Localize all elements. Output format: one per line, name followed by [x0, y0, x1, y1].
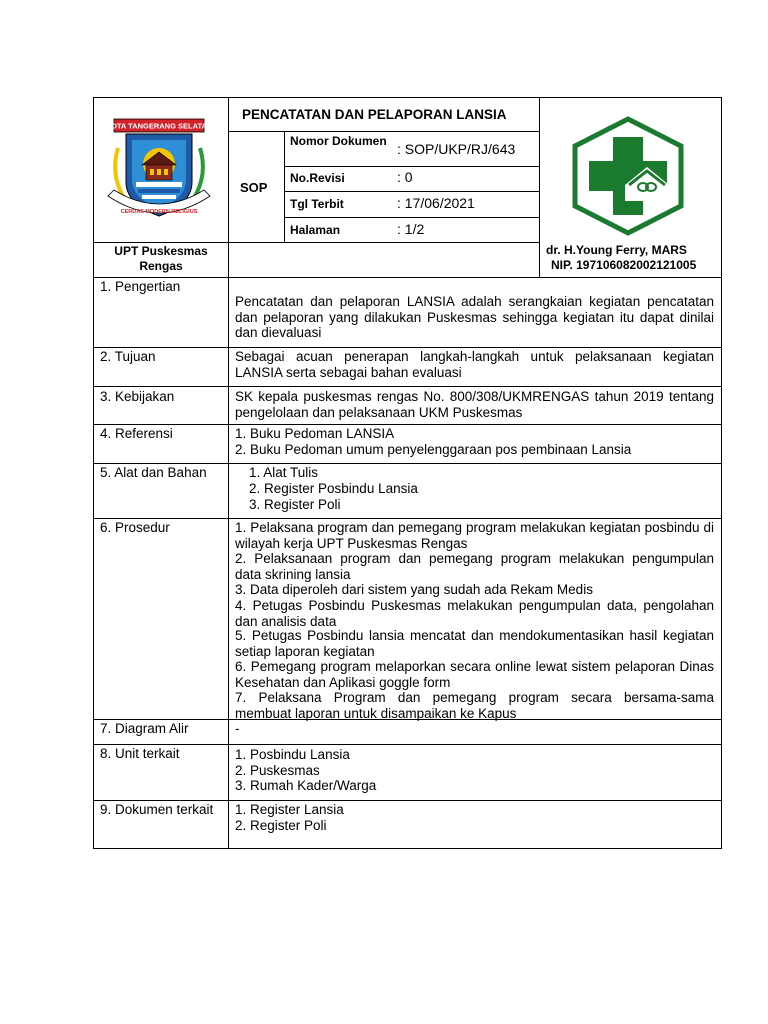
title-row-bottom [228, 131, 539, 132]
halaman-value: : 1/2 [397, 221, 425, 237]
nomor-dokumen-label: Nomor Dokumen [290, 134, 387, 148]
frame-top [93, 97, 722, 98]
frame-right [721, 97, 722, 849]
puskesmas-logo [567, 115, 689, 237]
row-line-2 [284, 191, 539, 192]
col-divider-right [539, 97, 540, 277]
section-text-tujuan: Sebagai acuan penerapan langkah-langkah untuk pelaksanaan kegiatan LANSIA serta sebagai bahan evaluasi [235, 349, 714, 380]
list-item-alat-1: 1. Alat Tulis [249, 465, 319, 480]
header-bottom [93, 277, 721, 278]
sec-line-2 [93, 386, 721, 387]
row-line-3 [284, 217, 539, 218]
prosedur-step-2: 2. Pelaksanaan program dan pemegang program melakukan pengumpulan data skrining lansia [235, 551, 714, 582]
prosedur-step-6: 6. Pemegang program melaporkan secara online lewat sistem pelaporan Dinas Kesehatan dan Aplikasi goggle form [235, 659, 714, 690]
nomor-dokumen-value: : SOP/UKP/RJ/643 [397, 141, 516, 157]
prosedur-step-3: 3. Data diperoleh dari sistem yang sudah ada Rekam Medis [235, 582, 593, 597]
logo-cell-bottom [93, 242, 228, 243]
section-label-prosedur: 6. Prosedur [100, 520, 170, 535]
section-text-pengertian: Pencatatan dan pelaporan LANSIA adalah serangkaian kegiatan pencatatan dan pelaporan yang dilakukan Puskesmas sehingga kegiatan itu dapat dinilai dan dievaluasi [235, 294, 714, 340]
sec-line-1 [93, 347, 721, 348]
section-text-kebijakan: SK kepala puskesmas rengas No. 800/308/UKMRENGAS tahun 2019 tentang pengelolaan dan pelaksanaan UKM Puskesmas [235, 389, 714, 420]
document-title: PENCATATAN DAN PELAPORAN LANSIA [242, 107, 507, 122]
tgl-terbit-value: : 17/06/2021 [397, 195, 475, 211]
prosedur-step-7: 7. Pelaksana Program dan pemegang program secara bersama-sama membuat laporan untuk disampaikan ke Kapus [235, 690, 714, 721]
tgl-terbit-label: Tgl Terbit [290, 197, 344, 211]
list-item-alat-2: 2. Register Posbindu Lansia [249, 481, 418, 496]
sec-line-5 [93, 518, 721, 519]
org-name: UPT Puskesmas Rengas [114, 244, 208, 273]
section-label-alat-bahan: 5. Alat dan Bahan [100, 465, 207, 480]
signer-nip: NIP. 197106082002121005 [551, 258, 697, 272]
section-text-diagram-alir: - [235, 721, 240, 736]
sec-line-7 [93, 744, 721, 745]
list-item-referensi-1: 1. Buku Pedoman LANSIA [235, 426, 395, 441]
list-item-dokumen-1: 1. Register Lansia [235, 802, 344, 817]
sec-line-8 [93, 800, 721, 801]
sec-line-3 [93, 424, 721, 425]
frame-left [93, 97, 94, 849]
list-item-dokumen-2: 2. Register Poli [235, 818, 327, 833]
no-revisi-label: No.Revisi [290, 171, 345, 185]
prosedur-step-4: 4. Petugas Posbindu Puskesmas melakukan pengumpulan data, pengolahan dan analisis data [235, 598, 714, 629]
section-label-diagram-alir: 7. Diagram Alir [100, 721, 189, 736]
signer-name: dr. H.Young Ferry, MARS [546, 243, 687, 257]
section-label-referensi: 4. Referensi [100, 426, 173, 441]
sop-col-divider [284, 131, 285, 242]
emblem-top-text: KOTA TANGERANG SELATAN [105, 121, 213, 131]
list-item-unit-3: 3. Rumah Kader/Warga [235, 778, 377, 793]
frame-bottom [93, 848, 722, 849]
header-rows-bottom [228, 242, 539, 243]
sec-line-4 [93, 463, 721, 464]
col-divider-left [228, 97, 229, 848]
emblem-bottom-text: CERDAS MODERN RELIGIUS [120, 209, 198, 215]
section-label-pengertian: 1. Pengertian [100, 279, 181, 294]
section-label-tujuan: 2. Tujuan [100, 349, 156, 364]
section-label-dokumen-terkait: 9. Dokumen terkait [100, 802, 214, 817]
list-item-alat-3: 3. Register Poli [249, 497, 341, 512]
list-item-unit-1: 1. Posbindu Lansia [235, 747, 350, 762]
halaman-label: Halaman [290, 223, 341, 237]
prosedur-step-5: 5. Petugas Posbindu lansia mencatat dan mendokumentasikan hasil kegiatan setiap laporan kegiatan [235, 628, 714, 659]
no-revisi-value: : 0 [397, 169, 413, 185]
list-item-unit-2: 2. Puskesmas [235, 763, 320, 778]
section-label-kebijakan: 3. Kebijakan [100, 389, 175, 404]
row-line-1 [284, 166, 539, 167]
section-label-unit-terkait: 8. Unit terkait [100, 746, 180, 761]
prosedur-step-1: 1. Pelaksana program dan pemegang program melakukan kegiatan posbindu di wilayah kerja UPT Puskesmas Rengas [235, 520, 714, 551]
city-emblem-logo [100, 112, 218, 230]
list-item-referensi-2: 2. Buku Pedoman umum penyelenggaraan pos pembinaan Lansia [235, 442, 632, 457]
sop-label: SOP [240, 180, 268, 195]
